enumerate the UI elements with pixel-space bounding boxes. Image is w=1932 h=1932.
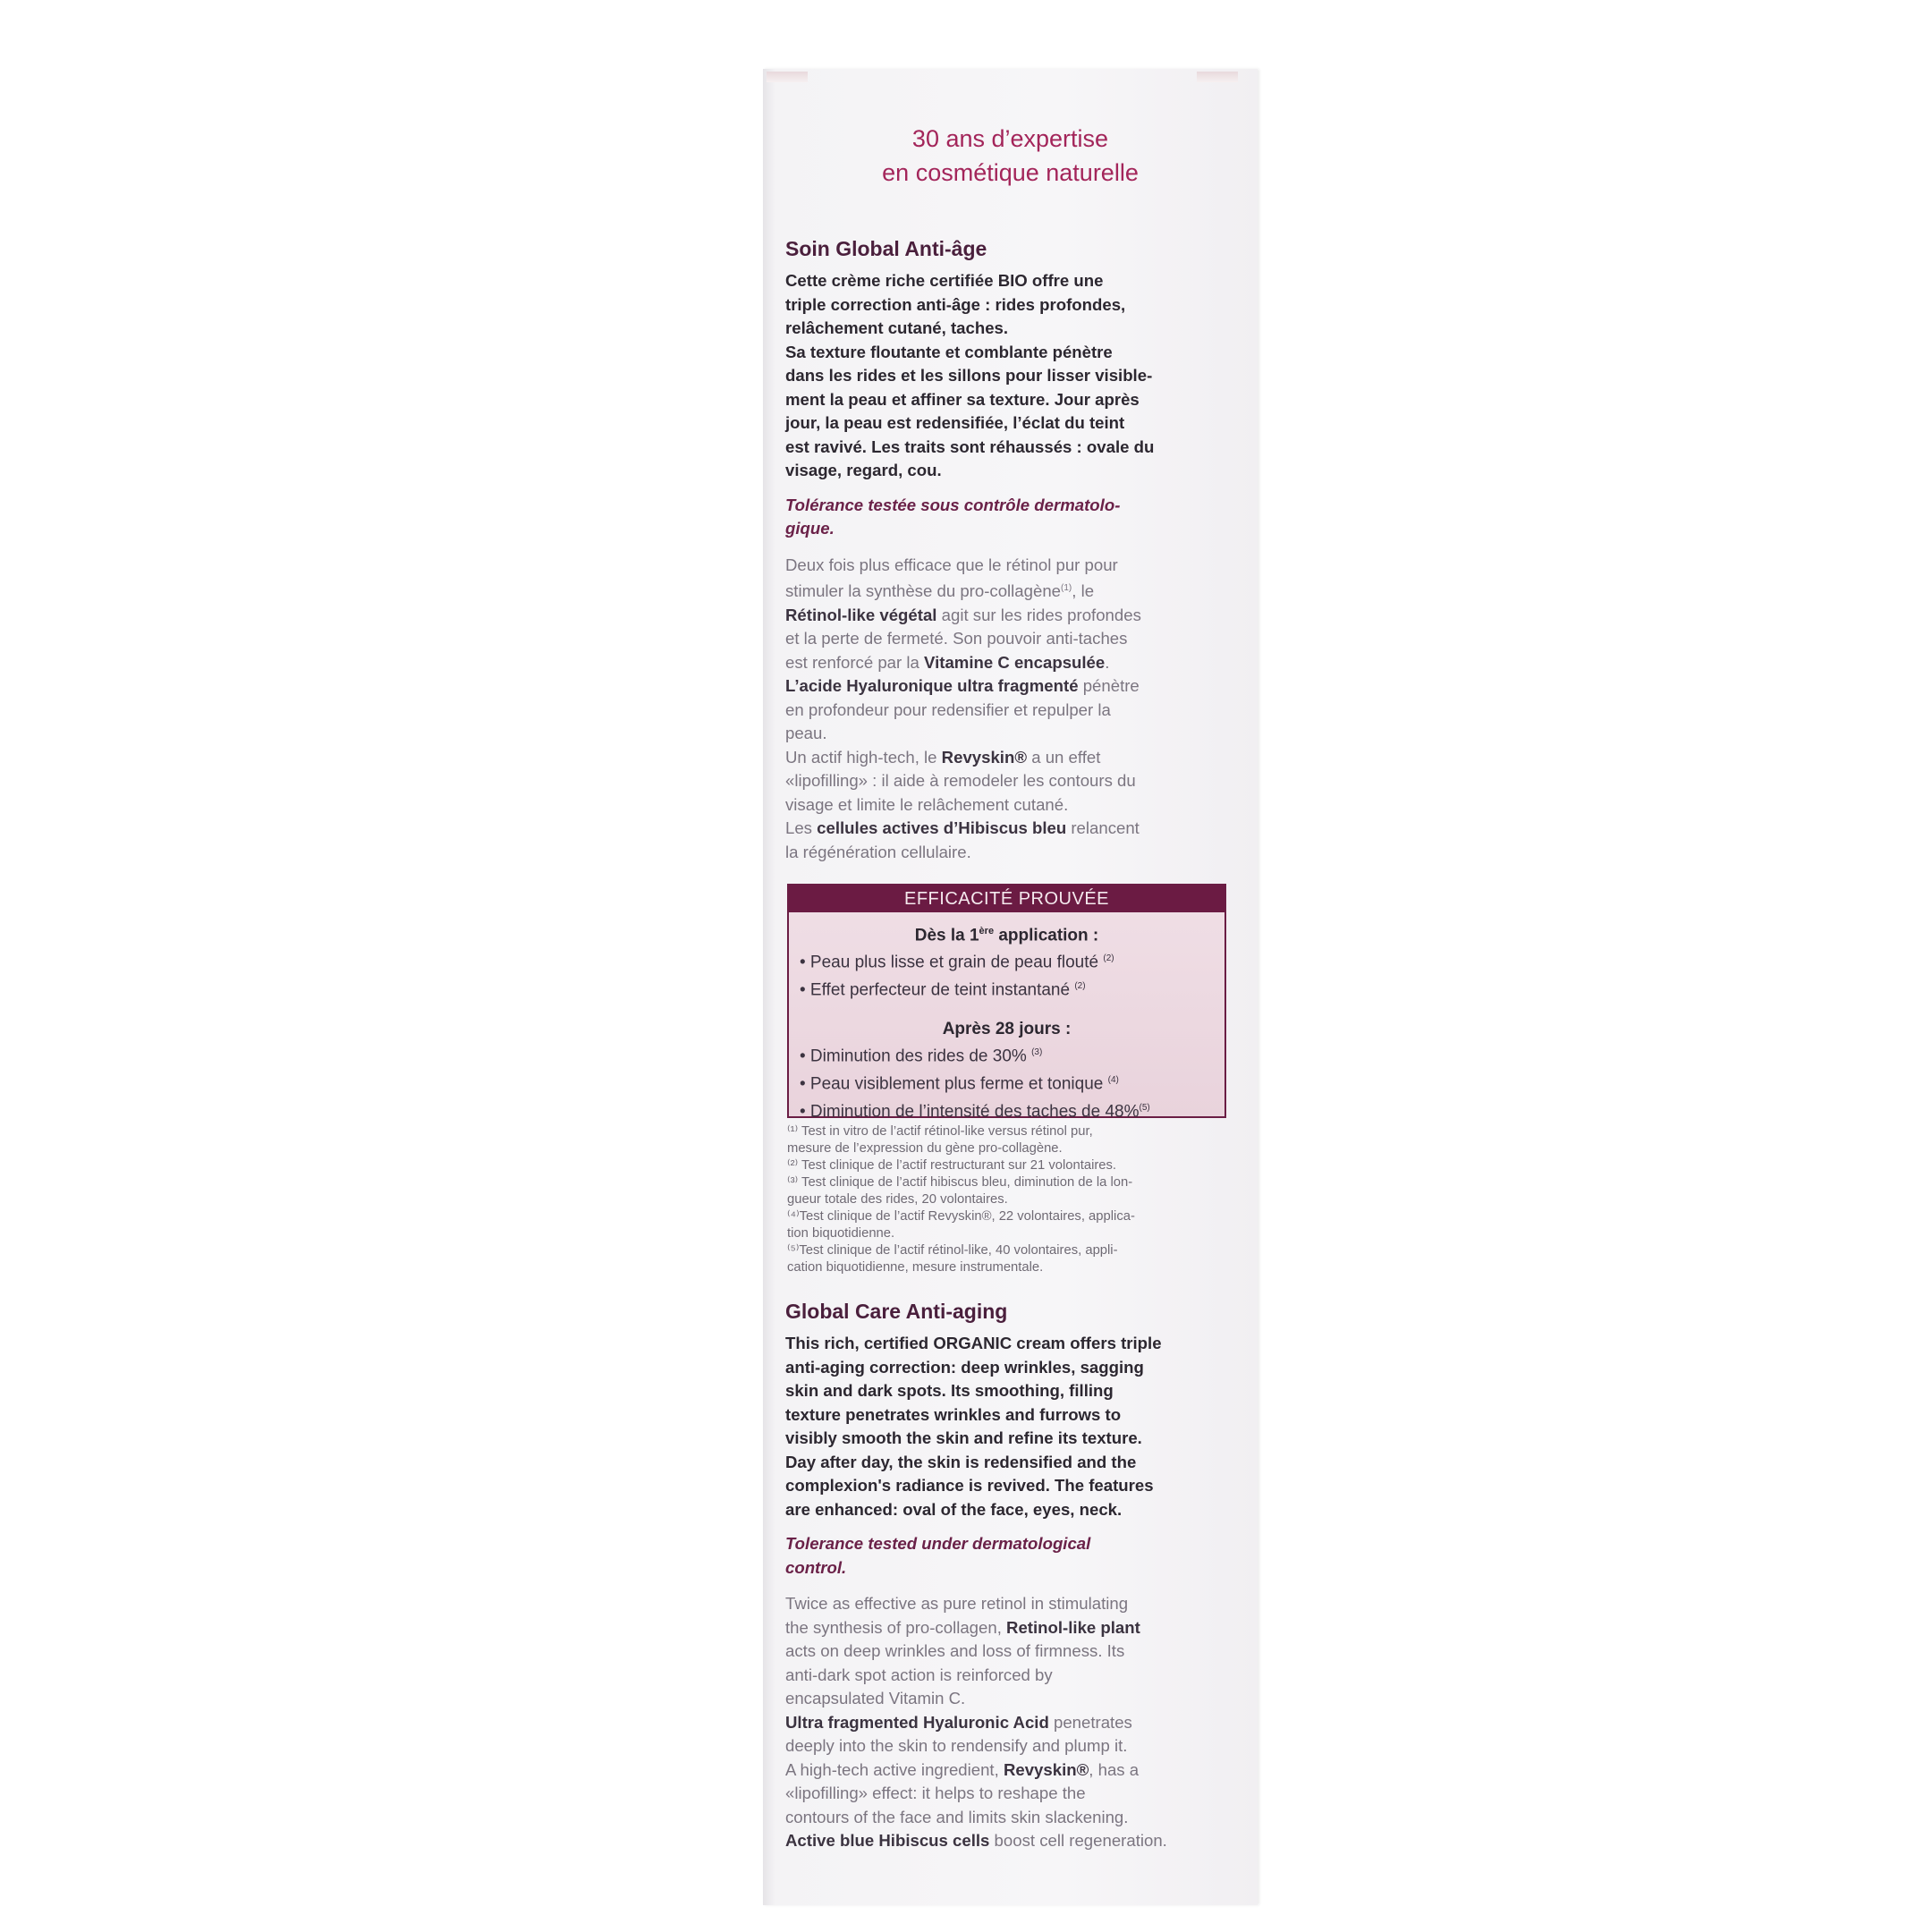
en-detail-line: Twice as effective as pure retinol in stimulating: [785, 1594, 1129, 1613]
en-detail-line: contours of the face and limits skin slackening.: [785, 1807, 1129, 1826]
footnote-line: tion biquotidienne.: [787, 1226, 895, 1241]
en-intro-line: Day after day, the skin is redensified and the: [785, 1452, 1137, 1471]
en-intro-line: This rich, certified ORGANIC cream offers triple: [785, 1334, 1162, 1352]
en-detail-line: the synthesis of pro-collagen, Retinol-like plant: [785, 1617, 1140, 1637]
fr-intro-line: triple correction anti-âge : rides profondes,: [785, 294, 1126, 314]
footnote-line: gueur totale des rides, 20 volontaires.: [787, 1192, 1008, 1207]
efficacy-title: EFFICACITÉ PROUVÉE: [789, 886, 1224, 912]
fr-detail-line: visage et limite le relâchement cutané.: [785, 794, 1069, 814]
fr-intro-line: visage, regard, cou.: [785, 461, 942, 479]
fr-detail-line: la régénération cellulaire.: [785, 842, 971, 861]
en-detail-line: Ultra fragmented Hyaluronic Acid penetrates: [785, 1712, 1132, 1732]
en-tolerance-line: control.: [785, 1557, 847, 1577]
en-intro-line: anti-aging correction: deep wrinkles, sagging: [785, 1357, 1144, 1377]
en-intro-line: skin and dark spots. Its smoothing, filling: [785, 1381, 1114, 1400]
efficacy-group-2: Après 28 jours :: [942, 1019, 1072, 1038]
en-detail-line: encapsulated Vitamin C.: [785, 1689, 966, 1707]
fr-intro-line: jour, la peau est redensifiée, l’éclat du teint: [785, 413, 1125, 432]
efficacy-item: • Peau plus lisse et grain de peau flouté $^{(2)}$: [800, 953, 1114, 972]
fr-tolerance: [785, 494, 1225, 541]
fr-detail-line: Les cellules actives d’Hibiscus bleu relancent: [785, 818, 1140, 838]
en-detail-line: anti-dark spot action is reinforced by: [785, 1665, 1053, 1684]
footnote-line: ⁽²⁾ Test clinique de l’actif restructurant sur 21 volontaires.: [787, 1158, 1117, 1173]
en-details: [785, 1592, 1225, 1853]
fr-detail-line: Deux fois plus efficace que le rétinol pur pour: [785, 555, 1118, 574]
efficacy-item: • Diminution de l’intensité des taches de 48%$^{(5)}$: [800, 1101, 1150, 1121]
fr-intro-line: dans les rides et les sillons pour lisser visible-: [785, 366, 1153, 385]
en-heading: Global Care Anti-aging: [785, 1300, 1008, 1323]
efficacy-panel: [787, 884, 1226, 1121]
en-detail-line: deeply into the skin to rendensify and plump it.: [785, 1736, 1128, 1755]
en-intro: [785, 1332, 1225, 1521]
efficacy-item: • Diminution des rides de 30% $^{(3)}$: [800, 1046, 1043, 1066]
fr-detail-line: L’acide Hyaluronique ultra fragmenté pénètre: [785, 676, 1140, 696]
en-detail-line: A high-tech active ingredient, Revyskin®, has a: [785, 1759, 1140, 1779]
fr-tolerance-line: Tolérance testée sous contrôle dermatolo-: [785, 495, 1121, 514]
fr-detail-line: Rétinol-like végétal agit sur les rides profondes: [785, 605, 1141, 624]
fr-detail-line: et la perte de fermeté. Son pouvoir anti-taches: [785, 629, 1128, 648]
footnote-line: ⁽³⁾ Test clinique de l’actif hibiscus bleu, diminution de la lon-: [787, 1175, 1133, 1190]
en-tolerance-line: Tolerance tested under dermatological: [785, 1534, 1091, 1553]
fr-tolerance-line: gique.: [785, 519, 835, 538]
footnotes: [787, 1123, 1222, 1276]
footnote-line: mesure de l’expression du gène pro-collagène.: [787, 1141, 1063, 1156]
en-detail-line: acts on deep wrinkles and loss of firmness. Its: [785, 1641, 1125, 1660]
en-intro-line: complexion's radiance is revived. The features: [785, 1476, 1154, 1495]
en-intro-line: visibly smooth the skin and refine its texture.: [785, 1428, 1142, 1447]
tagline: [763, 122, 1258, 190]
efficacy-item: • Peau visiblement plus ferme et tonique $^{(4)}$: [800, 1074, 1119, 1094]
en-intro-line: texture penetrates wrinkles and furrows to: [785, 1404, 1122, 1424]
en-section: [785, 1298, 1225, 1853]
box-flap-left: [767, 72, 808, 82]
tagline-line: en cosmétique naturelle: [882, 159, 1139, 186]
box-flap-right: [1197, 72, 1238, 82]
fr-intro-line: est ravivé. Les traits sont réhaussés : ovale du: [785, 436, 1155, 456]
efficacy-item: • Effet perfecteur de teint instantané $^{(2)}$: [800, 980, 1086, 1000]
en-intro-line: are enhanced: oval of the face, eyes, neck.: [785, 1499, 1123, 1519]
efficacy-group-1: Dès la 1ère application :: [914, 926, 1099, 945]
footnote-line: cation biquotidienne, mesure instrumentale.: [787, 1260, 1044, 1275]
fr-intro-line: relâchement cutané, taches.: [785, 318, 1009, 337]
fr-intro-line: Cette crème riche certifiée BIO offre une: [785, 271, 1104, 290]
tagline-line: 30 ans d’expertise: [911, 125, 1109, 152]
footnote-line: ⁽⁴⁾Test clinique de l’actif Revyskin®, 22 volontaires, applica-: [787, 1209, 1135, 1224]
fr-heading: Soin Global Anti-âge: [785, 237, 987, 260]
fr-intro-line: ment la peau et affiner sa texture. Jour après: [785, 389, 1140, 409]
fr-detail-line: en profondeur pour redensifier et repulper la: [785, 699, 1111, 719]
fr-detail-line: peau.: [785, 724, 827, 743]
en-detail-line: «lipofilling» effect: it helps to reshape the: [785, 1784, 1086, 1802]
fr-detail-line: Un actif high-tech, le Revyskin® a un effet: [785, 747, 1101, 767]
fr-details: [785, 554, 1225, 865]
en-detail-line: Active blue Hibiscus cells boost cell regeneration.: [785, 1831, 1167, 1850]
fr-intro-line: Sa texture floutante et comblante pénètre: [785, 342, 1113, 361]
fr-detail-line: est renforcé par la Vitamine C encapsulée.: [785, 652, 1110, 672]
en-tolerance: [785, 1532, 1225, 1580]
fr-intro: [785, 269, 1225, 483]
fr-section: [785, 235, 1225, 864]
fr-detail-line: stimuler la synthèse du pro-collagène$^{(1)}$, le: [785, 581, 1095, 601]
fr-detail-line: «lipofilling» : il aide à remodeler les contours du: [785, 771, 1136, 791]
footnote-line: ⁽⁵⁾Test clinique de l’actif rétinol-like, 40 volontaires, appli-: [787, 1243, 1118, 1258]
footnote-line: ⁽¹⁾ Test in vitro de l’actif rétinol-like versus rétinol pur,: [787, 1124, 1093, 1139]
